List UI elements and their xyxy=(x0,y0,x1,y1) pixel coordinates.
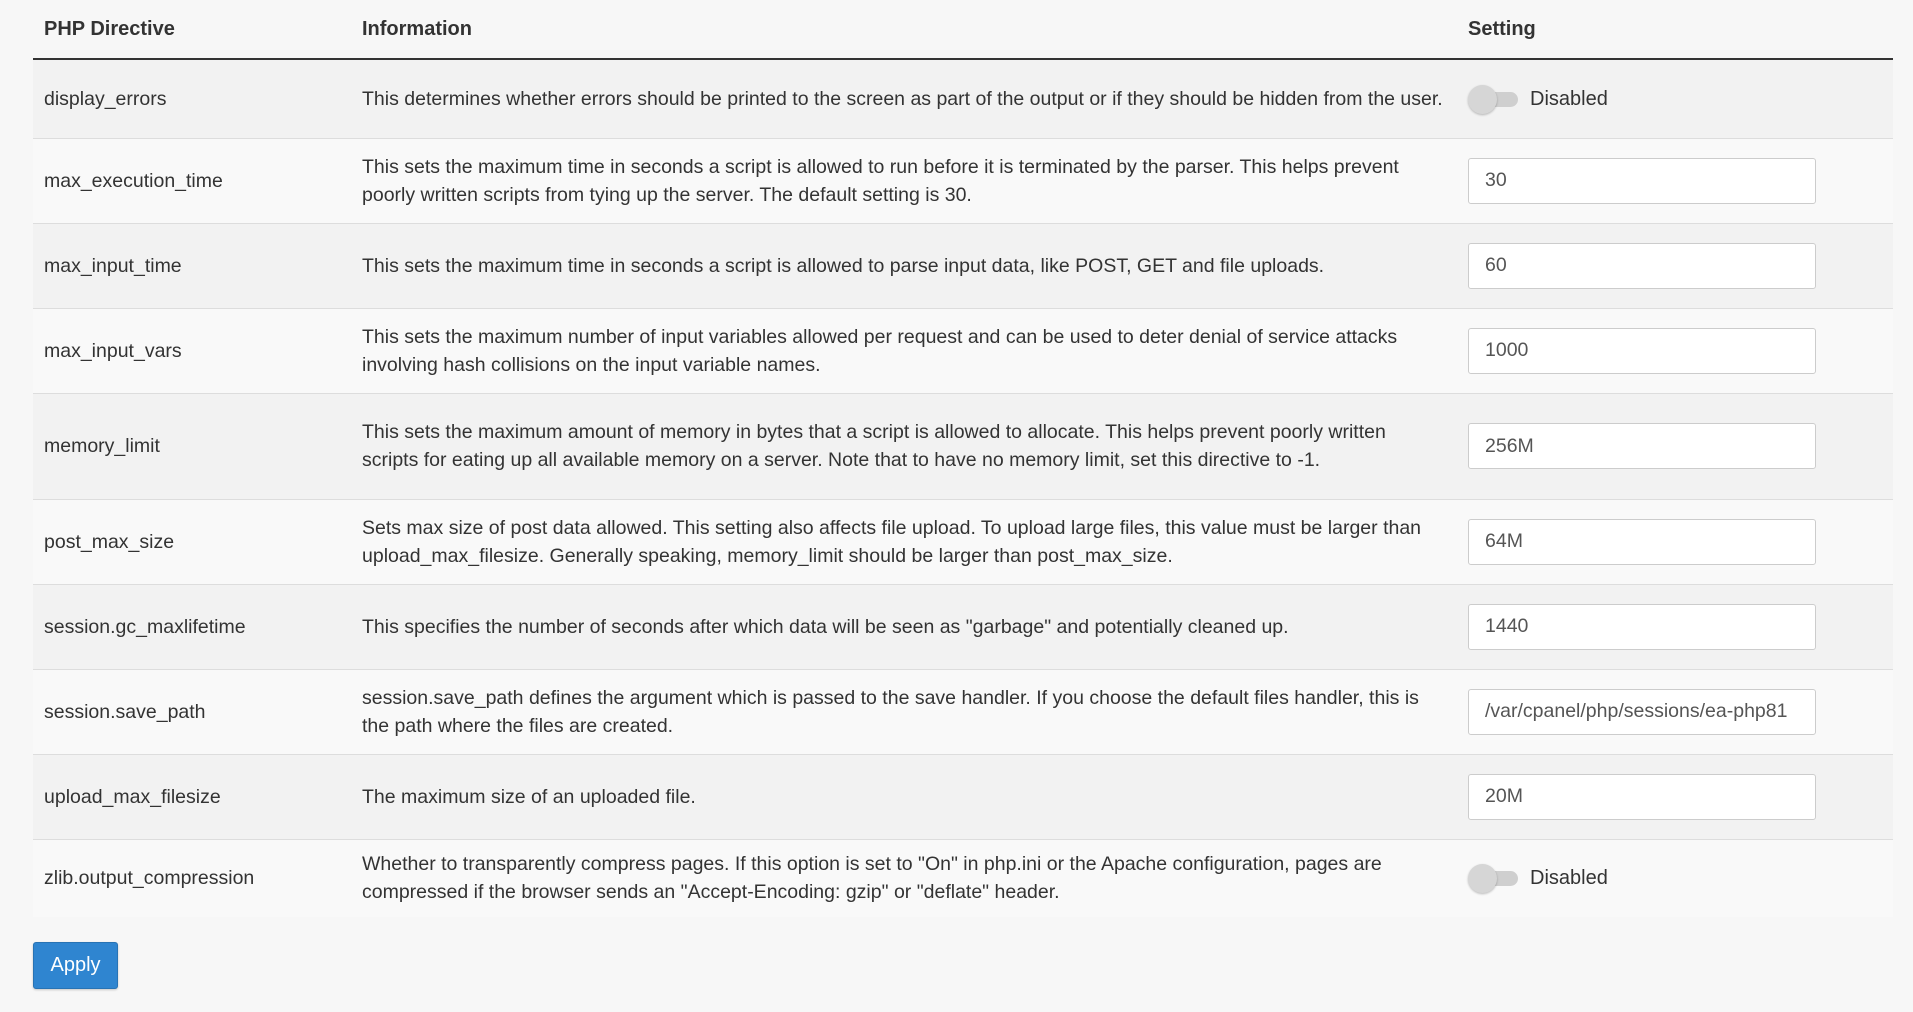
setting-cell xyxy=(1457,839,1893,917)
session-gc-maxlifetime-input[interactable] xyxy=(1468,604,1816,650)
setting-cell xyxy=(1457,499,1893,584)
upload-max-filesize-input[interactable] xyxy=(1468,774,1816,820)
directive-information: This sets the maximum amount of memory in bytes that a script is allowed to allocate. This helps prevent poorly written scripts for eating up all available memory on a server. Note that to have no memory limit, set this directive to -1. xyxy=(351,393,1457,499)
php-settings-panel xyxy=(33,0,1849,917)
directive-name: max_execution_time xyxy=(33,138,351,223)
max-execution-time-input[interactable] xyxy=(1468,158,1816,204)
table-row xyxy=(33,754,1893,839)
table-row xyxy=(33,138,1893,223)
directive-information: This sets the maximum time in seconds a script is allowed to run before it is terminated by the parser. This helps prevent poorly written scripts from tying up the server. The default setting is 30. xyxy=(351,138,1457,223)
setting-cell xyxy=(1457,308,1893,393)
toggle-switch-icon[interactable] xyxy=(1468,85,1518,113)
directive-information: The maximum size of an uploaded file. xyxy=(351,754,1457,839)
apply-button[interactable]: Apply xyxy=(33,942,118,989)
directive-name: max_input_time xyxy=(33,223,351,308)
max-input-vars-input[interactable] xyxy=(1468,328,1816,374)
table-row xyxy=(33,393,1893,499)
header-information: Information xyxy=(351,0,1457,59)
table-row xyxy=(33,839,1893,917)
zlib-output-compression-toggle[interactable] xyxy=(1468,864,1882,892)
display-errors-toggle[interactable] xyxy=(1468,85,1882,113)
post-max-size-input[interactable] xyxy=(1468,519,1816,565)
directive-information: This determines whether errors should be printed to the screen as part of the output or if they should be hidden from the user. xyxy=(351,59,1457,138)
php-directives-table xyxy=(33,0,1893,917)
setting-cell xyxy=(1457,393,1893,499)
table-row xyxy=(33,223,1893,308)
table-header-row xyxy=(33,0,1893,59)
setting-cell xyxy=(1457,669,1893,754)
setting-cell xyxy=(1457,59,1893,138)
table-row xyxy=(33,59,1893,138)
directive-name: session.gc_maxlifetime xyxy=(33,584,351,669)
directive-information: This specifies the number of seconds after which data will be seen as "garbage" and potentially cleaned up. xyxy=(351,584,1457,669)
directive-name: upload_max_filesize xyxy=(33,754,351,839)
setting-cell xyxy=(1457,584,1893,669)
setting-cell xyxy=(1457,138,1893,223)
header-php-directive: PHP Directive xyxy=(33,0,351,59)
directive-information: This sets the maximum time in seconds a script is allowed to parse input data, like POST, GET and file uploads. xyxy=(351,223,1457,308)
toggle-status-label: Disabled xyxy=(1530,867,1608,890)
directive-name: memory_limit xyxy=(33,393,351,499)
header-setting: Setting xyxy=(1457,0,1893,59)
directive-information: This sets the maximum number of input variables allowed per request and can be used to deter denial of service attacks involving hash collisions on the input variable names. xyxy=(351,308,1457,393)
directive-information: Whether to transparently compress pages. If this option is set to "On" in php.ini or the Apache configuration, pages are compressed if the browser sends an "Accept-Encoding: gzip" or "deflate" header. xyxy=(351,839,1457,917)
session-save-path-input[interactable] xyxy=(1468,689,1816,735)
directive-name: max_input_vars xyxy=(33,308,351,393)
directive-information: Sets max size of post data allowed. This setting also affects file upload. To upload large files, this value must be larger than upload_max_filesize. Generally speaking, memory_limit should be larger than post_max_size. xyxy=(351,499,1457,584)
table-row xyxy=(33,308,1893,393)
max-input-time-input[interactable] xyxy=(1468,243,1816,289)
setting-cell xyxy=(1457,754,1893,839)
memory-limit-input[interactable] xyxy=(1468,423,1816,469)
directive-name: post_max_size xyxy=(33,499,351,584)
toggle-status-label: Disabled xyxy=(1530,87,1608,110)
table-row xyxy=(33,584,1893,669)
directive-name: zlib.output_compression xyxy=(33,839,351,917)
directive-name: session.save_path xyxy=(33,669,351,754)
setting-cell xyxy=(1457,223,1893,308)
table-row xyxy=(33,499,1893,584)
directive-name: display_errors xyxy=(33,59,351,138)
toggle-switch-icon[interactable] xyxy=(1468,864,1518,892)
table-row xyxy=(33,669,1893,754)
directive-information: session.save_path defines the argument which is passed to the save handler. If you choose the default files handler, this is the path where the files are created. xyxy=(351,669,1457,754)
